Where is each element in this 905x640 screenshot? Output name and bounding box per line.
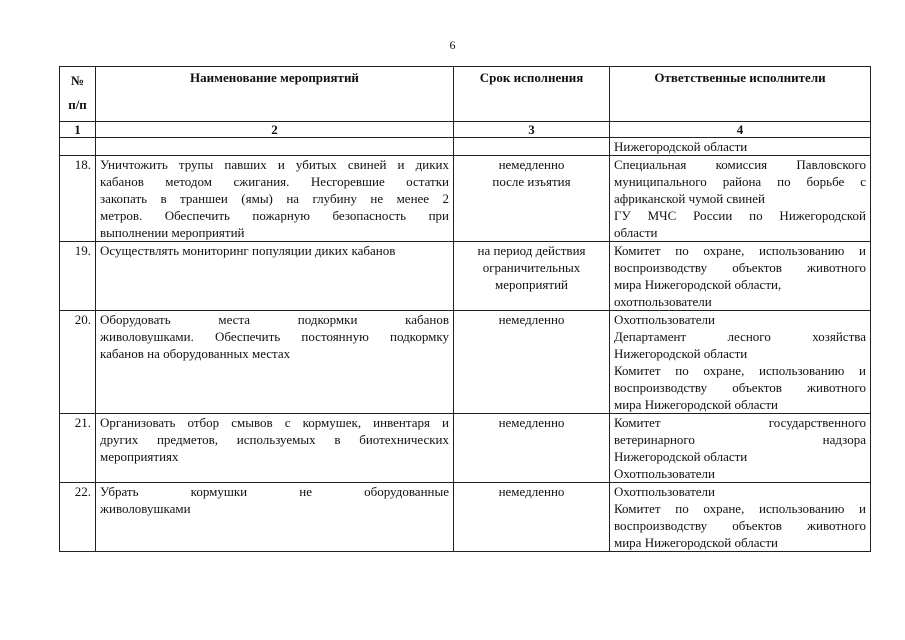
column-number: 3 <box>454 122 610 138</box>
row-measure: Осуществлять мониторинг популяции диких кабанов <box>96 242 454 311</box>
row-measure: Убрать кормушки не оборудованные живоловушками <box>96 483 454 552</box>
row-responsible: Охотпользователи Департамент лесного хозяйства Нижегородской области Комитет по охране, использованию и воспроизводству объектов животного мира Нижегородской области <box>610 311 871 414</box>
header-responsible: Ответственные исполнители <box>610 67 871 122</box>
row-number: 18. <box>60 156 96 242</box>
column-number-row <box>60 122 871 138</box>
table-row <box>60 483 871 552</box>
table-header-row <box>60 67 871 122</box>
page-number: 6 <box>449 38 456 52</box>
continuation-text: Нижегородской области <box>610 138 871 156</box>
row-number: 19. <box>60 242 96 311</box>
row-responsible: Охотпользователи Комитет по охране, использованию и воспроизводству объектов животного мира Нижегородской области <box>610 483 871 552</box>
header-num-line: № <box>70 73 85 88</box>
header-num <box>60 67 96 122</box>
measures-table <box>59 66 871 552</box>
row-deadline: немедленно <box>454 311 610 414</box>
column-number: 4 <box>610 122 871 138</box>
row-number: 21. <box>60 414 96 483</box>
row-responsible: Комитет государственного ветеринарного надзора Нижегородской области Охотпользователи <box>610 414 871 483</box>
row-measure: Уничтожить трупы павших и убитых свиней и диких кабанов методом сжигания. Несгоревшие остатки закопать в траншеи (ямы) на глубину не менее 2 метров. Обеспечить пожарную безопасность при выполнении мероприятий <box>96 156 454 242</box>
row-deadline: немедленно <box>454 483 610 552</box>
header-deadline: Срок исполнения <box>454 67 610 122</box>
table-row <box>60 311 871 414</box>
row-measure: Оборудовать места подкормки кабанов живоловушками. Обеспечить постоянную подкормку кабанов на оборудованных местах <box>96 311 454 414</box>
row-number: 20. <box>60 311 96 414</box>
table-row <box>60 156 871 242</box>
row-deadline: на период действия ограничительных мероприятий <box>454 242 610 311</box>
table-row <box>60 242 871 311</box>
row-deadline: немедленно после изъятия <box>454 156 610 242</box>
column-number: 2 <box>96 122 454 138</box>
row-deadline: немедленно <box>454 414 610 483</box>
row-number: 22. <box>60 483 96 552</box>
row-measure: Организовать отбор смывов с кормушек, инвентаря и других предметов, используемых в биотехнических мероприятиях <box>96 414 454 483</box>
column-number: 1 <box>60 122 96 138</box>
row-responsible: Комитет по охране, использованию и воспроизводству объектов животного мира Нижегородской области, охотпользователи <box>610 242 871 311</box>
row-responsible: Специальная комиссия Павловского муниципального района по борьбе с африканской чумой свиней ГУ МЧС России по Нижегородской области <box>610 156 871 242</box>
header-num-line: п/п <box>68 97 87 112</box>
header-name: Наименование мероприятий <box>96 67 454 122</box>
continuation-row <box>60 138 871 156</box>
table-row <box>60 414 871 483</box>
